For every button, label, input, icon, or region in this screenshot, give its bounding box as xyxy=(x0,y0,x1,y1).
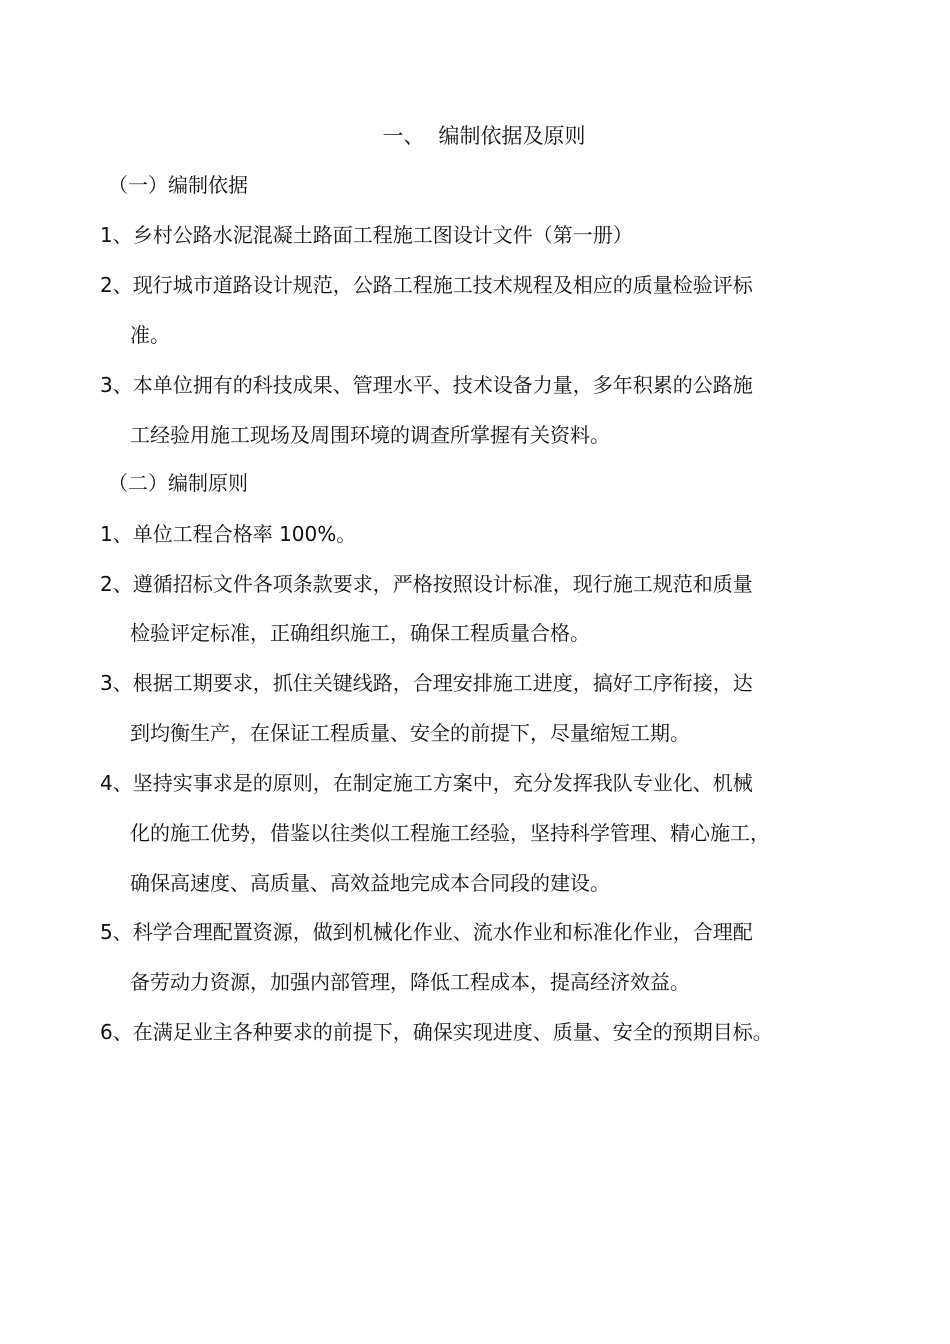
basis-item-1-line-1: 1、乡村公路水泥混凝土路面工程施工图设计文件（第一册） xyxy=(100,223,633,247)
principle-item-3-line-2: 到均衡生产，在保证工程质量、安全的前提下，尽量缩短工期。 xyxy=(130,721,690,745)
principle-item-6-line-1: 6、在满足业主各种要求的前提下，确保实现进度、质量、安全的预期目标。 xyxy=(100,1020,773,1044)
principle-item-5-line-2: 备劳动力资源，加强内部管理，降低工程成本，提高经济效益。 xyxy=(130,970,690,994)
section-heading-principles: （二）编制原则 xyxy=(108,471,248,495)
basis-item-3-line-1: 3、本单位拥有的科技成果、管理水平、技术设备力量，多年积累的公路施 xyxy=(100,373,753,397)
principle-item-5-line-1: 5、科学合理配置资源，做到机械化作业、流水作业和标准化作业，合理配 xyxy=(100,920,753,944)
section-heading-basis: （一）编制依据 xyxy=(108,173,248,197)
principle-item-2-line-2: 检验评定标准，正确组织施工，确保工程质量合格。 xyxy=(130,621,590,645)
page-title xyxy=(0,120,950,152)
principle-item-3-line-1: 3、根据工期要求，抓住关键线路，合理安排施工进度，搞好工序衔接，达 xyxy=(100,671,753,695)
principle-item-4-line-2: 化的施工优势，借鉴以往类似工程施工经验，坚持科学管理、精心施工， xyxy=(130,821,770,845)
principle-item-1-line-1: 1、单位工程合格率 100%。 xyxy=(100,522,357,546)
basis-item-2-line-1: 2、现行城市道路设计规范，公路工程施工技术规程及相应的质量检验评标 xyxy=(100,273,753,297)
heading-number: 一、 xyxy=(382,124,425,148)
principle-item-4-line-1: 4、坚持实事求是的原则，在制定施工方案中，充分发挥我队专业化、机械 xyxy=(100,771,753,795)
basis-item-3-line-2: 工经验用施工现场及周围环境的调查所掌握有关资料。 xyxy=(130,423,610,447)
basis-item-2-line-2: 准。 xyxy=(130,323,170,347)
heading-text: 编制依据及原则 xyxy=(438,124,586,148)
principle-item-4-line-3: 确保高速度、高质量、高效益地完成本合同段的建设。 xyxy=(130,871,610,895)
principle-item-2-line-1: 2、遵循招标文件各项条款要求，严格按照设计标准，现行施工规范和质量 xyxy=(100,572,753,596)
